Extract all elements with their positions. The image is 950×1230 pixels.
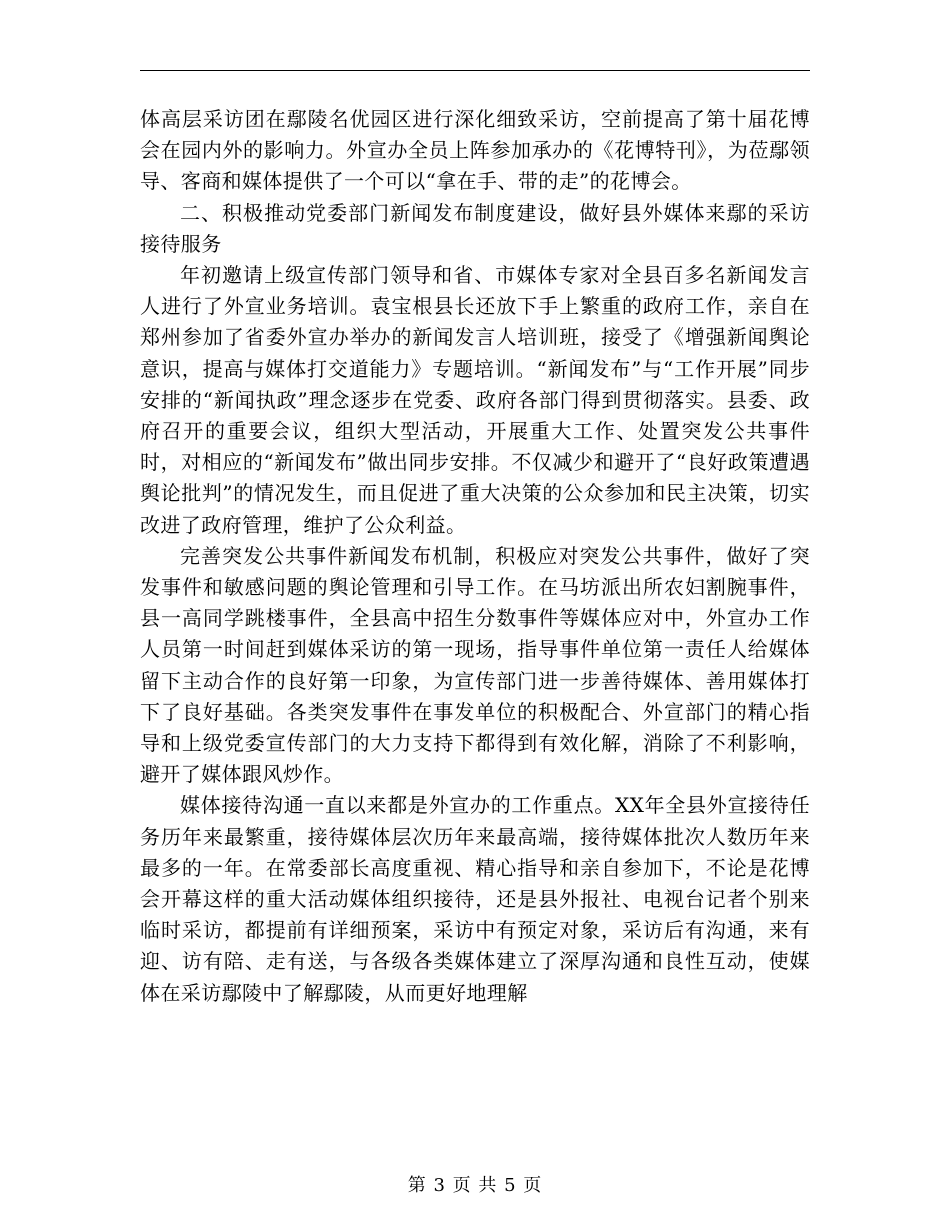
page-number-footer: 第 3 页 共 5 页 <box>407 1175 543 1196</box>
section-heading: 二、积极推动党委部门新闻发布制度建设，做好县外媒体来鄢的采访接待服务 <box>140 200 810 256</box>
paragraph: 媒体接待沟通一直以来都是外宣办的工作重点。XX年全县外宣接待任务历年来最繁重，接待媒体层次历年来最高端，接待媒体批次人数历年来最多的一年。在常委部长高度重视、精心指导和亲自参加下，不论是花博会开幕这样的重大活动媒体组织接待，还是县外报社、电视台记者个别来临时采访，都提前有详细预案，采访中有预定对象，采访后有沟通，来有迎、访有陪、走有送，与各级各类媒体建立了深厚沟通和良性互动，使媒体在采访鄢陵中了解鄢陵，从而更好地理解 <box>140 793 810 1005</box>
paragraph-continuation: 体高层采访团在鄢陵名优园区进行深化细致采访，空前提高了第十届花博会在园内外的影响力。外宣办全员上阵参加承办的《花博特刊》，为莅鄢领导、客商和媒体提供了一个可以“拿在手、带的走”的花博会。 <box>140 107 810 194</box>
paragraph: 完善突发公共事件新闻发布机制，积极应对突发公共事件，做好了突发事件和敏感问题的舆论管理和引导工作。在马坊派出所农妇割腕事件，县一高同学跳楼事件，全县高中招生分数事件等媒体应对中，外宣办工作人员第一时间赶到媒体采访的第一现场，指导事件单位第一责任人给媒体留下主动合作的良好第一印象，为宣传部门进一步善待媒体、善用媒体打下了良好基础。各类突发事件在事发单位的积极配合、外宣部门的精心指导和上级党委宣传部门的大力支持下都得到有效化解，消除了不利影响，避开了媒体跟风炒作。 <box>140 543 810 787</box>
paragraph: 年初邀请上级宣传部门领导和省、市媒体专家对全县百多名新闻发言人进行了外宣业务培训。袁宝根县长还放下手上繁重的政府工作，亲自在郑州参加了省委外宣办举办的新闻发言人培训班，接受了《增强新闻舆论意识，提高与媒体打交道能力》专题培训。“新闻发布”与“工作开展”同步安排的“新闻执政”理念逐步在党委、政府各部门得到贯彻落实。县委、政府召开的重要会议，组织大型活动，开展重大工作、处置突发公共事件时，对相应的“新闻发布”做出同步安排。不仅减少和避开了“良好政策遭遇舆论批判”的情况发生，而且促进了重大决策的公众参加和民主决策，切实改进了政府管理，维护了公众利益。 <box>140 263 810 537</box>
document-body <box>140 104 810 1009</box>
header-rule <box>140 70 810 71</box>
